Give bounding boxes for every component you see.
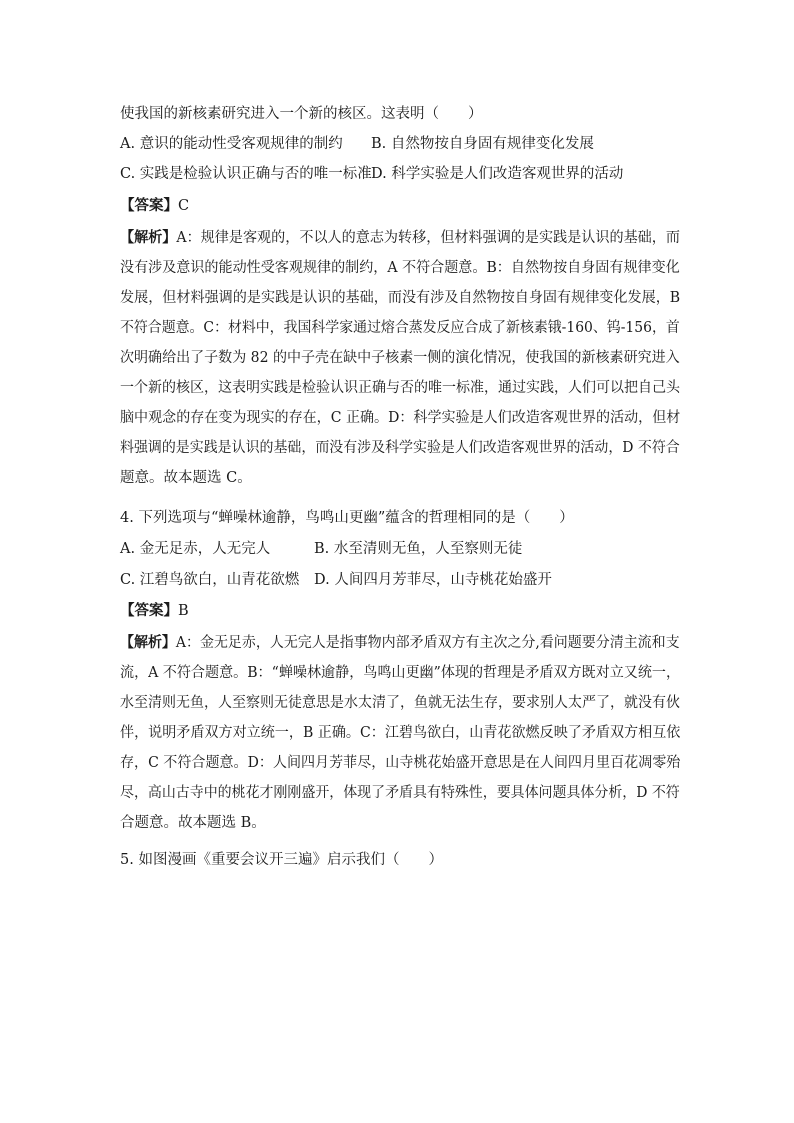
q4-analysis-line: 存，C 不符合题意。D：人间四月芳菲尽，山寺桃花始盛开意思是在人间四月里百花凋零殆 <box>120 755 681 771</box>
q4-analysis-line: 流，A 不符合题意。B：“蝉噪林逾静，鸟鸣山更幽”体现的哲理是矛盾双方既对立又统一， <box>120 665 681 681</box>
q3-option-c: C. 实践是检验认识正确与否的唯一标准 <box>120 166 372 182</box>
q3-analysis-line: 【解析】A：规律是客观的，不以人的意志为转移，但材料强调的是实践是认识的基础，而 <box>120 229 680 246</box>
q4-option-a: A. 金无足赤，人无完人 <box>120 541 271 557</box>
q4-option-b: B. 水至清则无鱼，人至察则无徒 <box>314 541 523 557</box>
analysis-tag: 【解析】 <box>120 229 177 246</box>
analysis-tag: 【解析】 <box>120 634 176 651</box>
q3-option-a: A. 意识的能动性受客观规律的制约 <box>120 136 343 152</box>
q3-option-d: D. 科学实验是人们改造客观世界的活动 <box>371 166 624 182</box>
q4-option-c: C. 江碧鸟欲白，山青花欲燃 <box>120 572 300 588</box>
answer-value: B <box>178 603 189 619</box>
q3-analysis-line: 次明确给出了子数为 82 的中子壳在缺中子核素一侧的演化情况，使我国的新核素研究进入 <box>120 350 680 366</box>
q3-analysis-line: 题意。故本题选 C。 <box>120 470 252 486</box>
q4-analysis-line: 水至清则无鱼，人至察则无徒意思是水太清了，鱼就无法生存，要求别人太严了，就没有伙 <box>120 695 680 711</box>
q3-analysis-line: 一个新的核区，这表明实践是检验认识正确与否的唯一标准，通过实践，人们可以把自己头 <box>120 380 680 396</box>
q4-stem: 4. 下列选项与“蝉噪林逾静，鸟鸣山更幽”蕴含的哲理相同的是（ ） <box>120 510 574 526</box>
q4-answer <box>120 601 680 621</box>
q3-analysis-line: 没有涉及意识的能动性受客观规律的制约，A 不符合题意。B：自然物按自身固有规律变化 <box>120 260 680 276</box>
q4-analysis-line: 尽，高山古寺中的桃花才刚刚盛开，体现了矛盾具有特殊性，要具体问题具体分析，D 不符 <box>120 785 680 801</box>
q4-analysis-line: 【解析】A：金无足赤，人无完人是指事物内部矛盾双方有主次之分,看问题要分清主流和支 <box>120 634 680 651</box>
q4-analysis-line: 伴，说明矛盾双方对立统一，B 正确。C：江碧鸟欲白，山青花欲燃反映了矛盾双方相互依 <box>120 725 681 741</box>
q5-stem: 5. 如图漫画《重要会议开三遍》启示我们（ ） <box>120 852 443 868</box>
answer-tag: 【答案】 <box>120 602 178 619</box>
intro-line: 使我国的新核素研究进入一个新的核区。这表明（ ） <box>120 106 483 122</box>
q3-answer <box>120 196 680 216</box>
answer-tag: 【答案】 <box>120 197 178 214</box>
q3-analysis-line: 脑中观念的存在变为现实的存在，C 正确。D：科学实验是人们改造客观世界的活动，但材 <box>120 410 681 426</box>
q3-analysis-line: 发展，但材料强调的是实践是认识的基础，而没有涉及自然物按自身固有规律变化发展，B <box>120 290 681 306</box>
answer-value: C <box>178 198 190 214</box>
q3-analysis-line: 料强调的是实践是认识的基础，而没有涉及科学实验是人们改造客观世界的活动，D 不符合 <box>120 440 680 456</box>
q3-analysis-line: 不符合题意。C：材料中，我国科学家通过熔合蒸发反应合成了新核素锇-160、钨-156，首 <box>120 320 680 336</box>
q3-option-b: B. 自然物按自身固有规律变化发展 <box>371 136 594 152</box>
q4-analysis-line: 合题意。故本题选 B。 <box>120 815 266 831</box>
q4-option-d: D. 人间四月芳菲尽，山寺桃花始盛开 <box>314 572 552 588</box>
